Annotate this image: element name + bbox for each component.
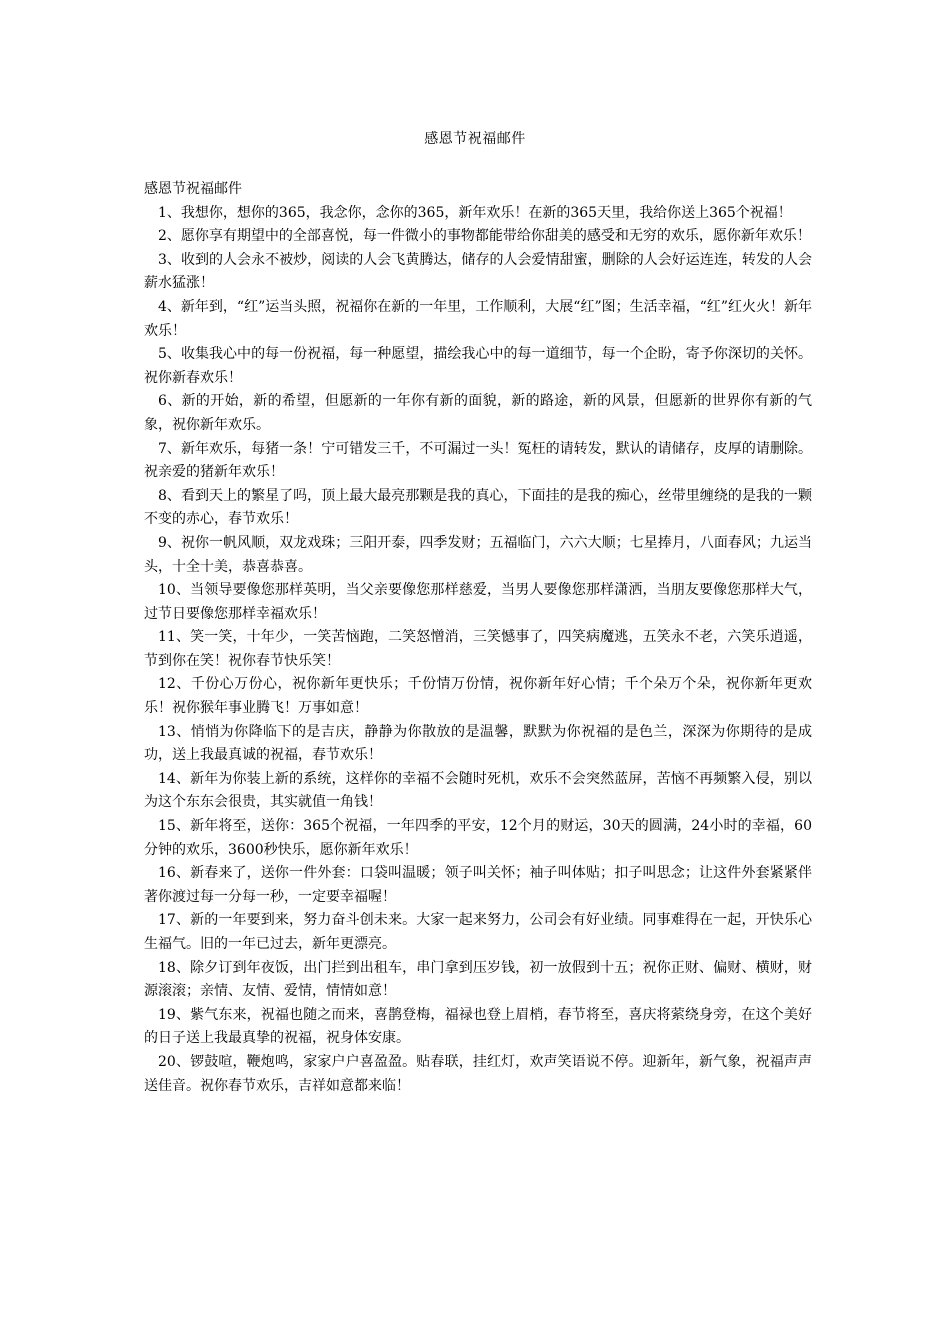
- greeting-item-7: 7、新年欢乐，每猪一条！宁可错发三千，不可漏过一头！冤枉的请转发，默认的请储存，皮厚的请删除。祝亲爱的猪新年欢乐！: [144, 440, 812, 481]
- greeting-item-9: 9、祝你一帆风顺，双龙戏珠；三阳开泰，四季发财；五福临门，六六大顺；七星捧月，八面春风；九运当头，十全十美，恭喜恭喜。: [144, 534, 812, 575]
- greeting-item-8: 8、看到天上的繁星了吗，顶上最大最亮那颗是我的真心，下面挂的是我的痴心，丝带里缠绕的是我的一颗不变的赤心，春节欢乐！: [144, 487, 812, 528]
- greeting-item-13: 13、悄悄为你降临下的是吉庆，静静为你散放的是温馨，默默为你祝福的是色兰，深深为你期待的是成功，送上我最真诚的祝福，春节欢乐！: [144, 723, 812, 764]
- greeting-item-15: 15、新年将至，送你：365个祝福，一年四季的平安，12个月的财运，30天的圆满，24小时的幸福，60分钟的欢乐，3600秒快乐，愿你新年欢乐！: [144, 818, 812, 858]
- greeting-item-2: 2、愿你享有期望中的全部喜悦，每一件微小的事物都能带给你甜美的感受和无穷的欢乐，愿你新年欢乐！: [158, 228, 811, 245]
- document-body: [144, 178, 812, 1098]
- greeting-item-17: 17、新的一年要到来，努力奋斗创未来。大家一起来努力，公司会有好业绩。同事难得在一起，开快乐心生福气。旧的一年已过去，新年更漂亮。: [144, 912, 812, 952]
- greeting-item-10: 10、当领导要像您那样英明，当父亲要像您那样慈爱，当男人要像您那样潇洒，当朋友要像您那样大气，过节日要像您那样幸福欢乐！: [144, 582, 812, 622]
- greeting-item-6: 6、新的开始，新的希望，但愿新的一年你有新的面貌，新的路途，新的风景，但愿新的世界你有新的气象，祝你新年欢乐。: [144, 393, 812, 433]
- greeting-item-19: 19、紫气东来，祝福也随之而来，喜鹊登梅，福禄也登上眉梢，春节将至，喜庆将萦绕身旁，在这个美好的日子送上我最真挚的祝福，祝身体安康。: [144, 1006, 812, 1047]
- greeting-item-12: 12、千份心万份心，祝你新年更快乐；千份情万份情，祝你新年好心情；千个朵万个朵，祝你新年更欢乐！祝你猴年事业腾飞！万事如意！: [144, 676, 812, 717]
- document-subtitle: 感恩节祝福邮件: [144, 181, 242, 197]
- greeting-item-20: 20、锣鼓喧，鞭炮鸣，家家户户喜盈盈。贴春联，挂红灯，欢声笑语说不停。迎新年，新气象，祝福声声送佳音。祝你春节欢乐，吉祥如意都来临！: [144, 1053, 812, 1094]
- greeting-list: [144, 202, 812, 1099]
- greeting-item-3: 3、收到的人会永不被炒，阅读的人会飞黄腾达，储存的人会爱情甜蜜，删除的人会好运连连，转发的人会薪水猛涨！: [144, 251, 812, 292]
- greeting-item-4: 4、新年到，“红”运当头照，祝福你在新的一年里，工作顺利，大展“红”图；生活幸福，“红”红火火！新年欢乐！: [144, 298, 812, 339]
- greeting-item-5: 5、收集我心中的每一份祝福，每一种愿望，描绘我心中的每一道细节，每一个企盼，寄予你深切的关怀。祝你新春欢乐！: [144, 346, 812, 386]
- greeting-item-1: 1、我想你，想你的365，我念你，念你的365，新年欢乐！在新的365天里，我给你送上365个祝福！: [158, 204, 792, 221]
- greeting-item-18: 18、除夕订到年夜饭，出门拦到出租车，串门拿到压岁钱，初一放假到十五；祝你正财、偏财、横财，财源滚滚；亲情、友情、爱情，情情如意！: [144, 959, 812, 1000]
- greeting-item-16: 16、新春来了，送你一件外套：口袋叫温暖；领子叫关怀；袖子叫体贴；扣子叫思念；让这件外套紧紧伴著你渡过每一分每一秒，一定要幸福喔！: [144, 865, 812, 905]
- greeting-item-14: 14、新年为你装上新的系统，这样你的幸福不会随时死机，欢乐不会突然蓝屏，苦恼不再频繁入侵，别以为这个东东会很贵，其实就值一角钱！: [144, 770, 812, 811]
- document-title: 感恩节祝福邮件: [424, 131, 526, 147]
- greeting-item-11: 11、笑一笑，十年少，一笑苦恼跑，二笑怒憎消，三笑憾事了，四笑病魔逃，五笑永不老，六笑乐逍遥，节到你在笑！祝你春节快乐笑！: [144, 629, 812, 669]
